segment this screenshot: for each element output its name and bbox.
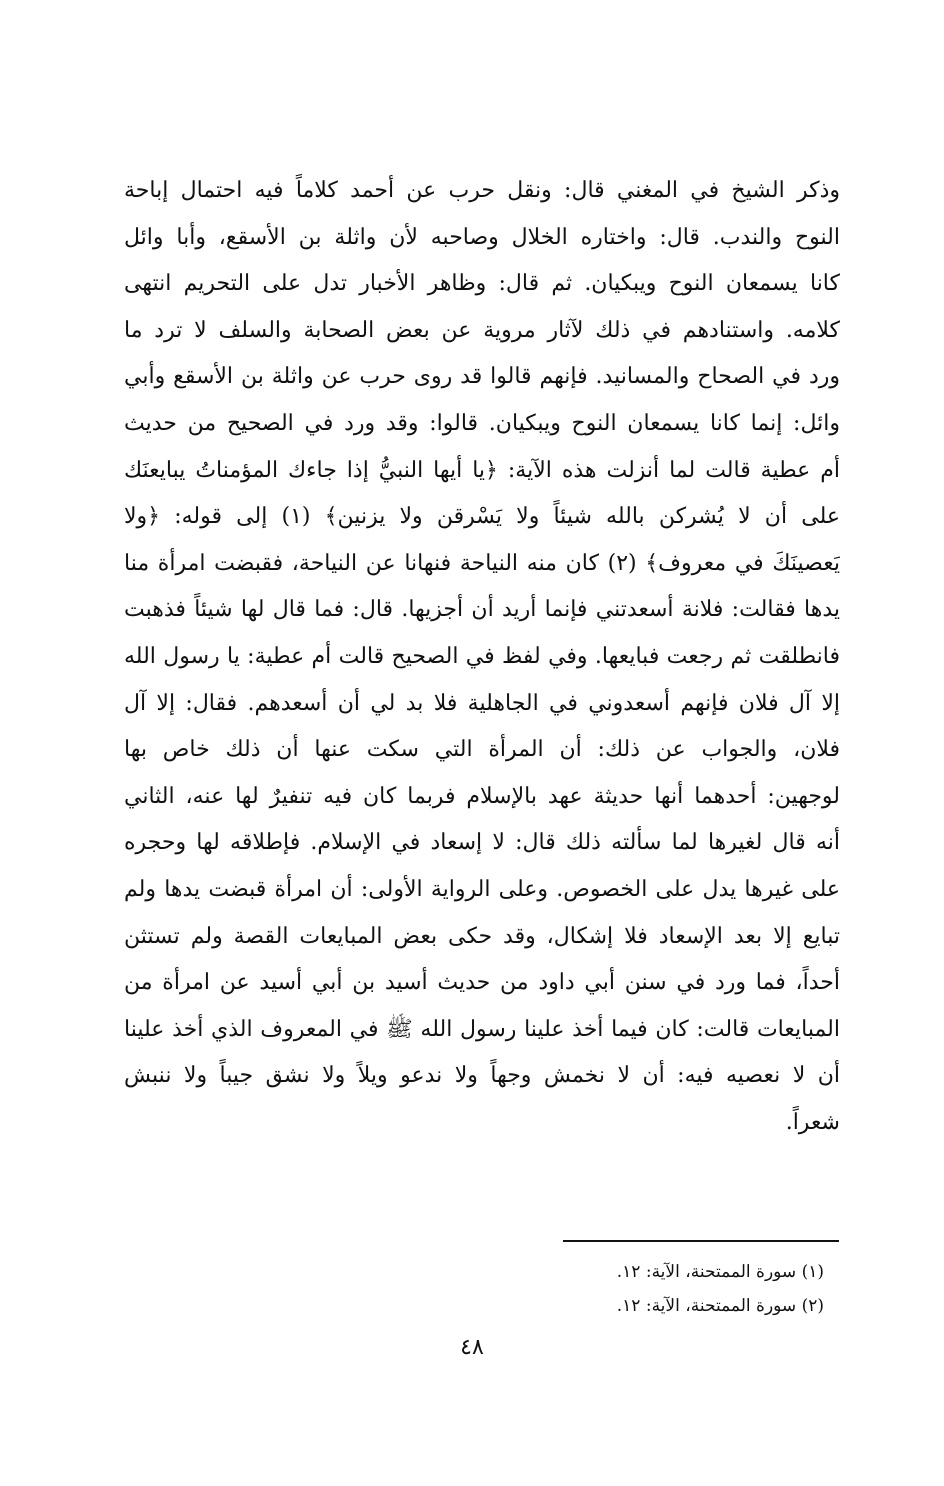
text-line-17: تبايع إلا بعد الإسعاد فلا إشكال، وقد حكى بعض المبايعات القصة ولم تستثن (124, 923, 840, 949)
text-line-10: يدها فقالت: فلانة أسعدتني فإنما أريد أن أجزيها. قال: فما قال لها شيئاً فذهبت (124, 597, 840, 623)
text-line-18: أحداً، فما ورد في سنن أبي داود من حديث أسيد بن أبي أسيد عن امرأة من (124, 970, 840, 996)
text-line-16: على غيرها يدل على الخصوص. وعلى الرواية الأولى: أن امرأة قبضت يدها ولم (124, 876, 840, 902)
footnote-1: (١) سورة الممتحنة، الآية: ١٢. (616, 1262, 824, 1282)
text-line-12: إلا آل فلان فإنهم أسعدوني في الجاهلية فلا بد لي أن أسعدهم. فقال: إلا آل (124, 690, 840, 716)
text-line-2: النوح والندب. قال: واختاره الخلال وصاحبه لأن واثلة بن الأسقع، وأبا وائل (124, 224, 840, 250)
text-line-11: فانطلقت ثم رجعت فبايعها. وفي لفظ في الصحيح قالت أم عطية: يا رسول الله (124, 643, 840, 669)
footnote-separator (563, 1240, 839, 1242)
footnote-2: (٢) سورة الممتحنة، الآية: ١٢. (616, 1296, 824, 1316)
text-line-6: وائل: إنما كانا يسمعان النوح ويبكيان. قالوا: وقد ورد في الصحيح من حديث (124, 410, 840, 436)
text-line-5: ورد في الصحاح والمسانيد. فإنهم قالوا قد روى حرب عن واثلة بن الأسقع وأبي (124, 364, 840, 390)
text-line-21: شعراً. (785, 1109, 840, 1135)
text-line-13: فلان، والجواب عن ذلك: أن المرأة التي سكت عنها أن ذلك خاص بها (124, 737, 840, 763)
text-line-8: على أن لا يُشركن بالله شيئاً ولا يَسْرقن ولا يزنين﴾ (١) إلى قوله: ﴿ولا (124, 504, 840, 530)
text-line-19: المبايعات قالت: كان فيما أخذ علينا رسول الله ﷺ في المعروف الذي أخذ علينا (124, 1016, 840, 1042)
text-line-14: لوجهين: أحدهما أنها حديثة عهد بالإسلام فربما كان فيه تنفيرٌ لها عنه، الثاني (124, 783, 840, 809)
text-line-15: أنه قال لغيرها لما سألته ذلك قال: لا إسعاد في الإسلام. فإطلاقه لها وحجره (124, 830, 840, 856)
main-text-block (124, 168, 840, 1146)
footnotes (424, 1255, 824, 1323)
text-line-9: يَعصينَكَ في معروف﴾ (٢) كان منه النياحة فنهانا عن النياحة، فقبضت امرأة منا (124, 550, 840, 576)
text-line-1: وذكر الشيخ في المغني قال: ونقل حرب عن أحمد كلاماً فيه احتمال إباحة (124, 178, 840, 203)
text-line-20: أن لا نعصيه فيه: أن لا نخمش وجهاً ولا ندعو ويلاً ولا نشق جيباً ولا ننبش (124, 1063, 840, 1089)
text-line-3: كانا يسمعان النوح ويبكيان. ثم قال: وظاهر الأخبار تدل على التحريم انتهى (124, 271, 840, 297)
text-line-4: كلامه. واستنادهم في ذلك لآثار مروية عن بعض الصحابة والسلف لا ترد ما (124, 317, 840, 343)
text-line-7: أم عطية قالت لما أنزلت هذه الآية: ﴿يا أيها النبيُّ إذا جاءك المؤمناتُ يبايعنَك (124, 457, 840, 483)
page-number: ٤٨ (460, 1335, 484, 1360)
